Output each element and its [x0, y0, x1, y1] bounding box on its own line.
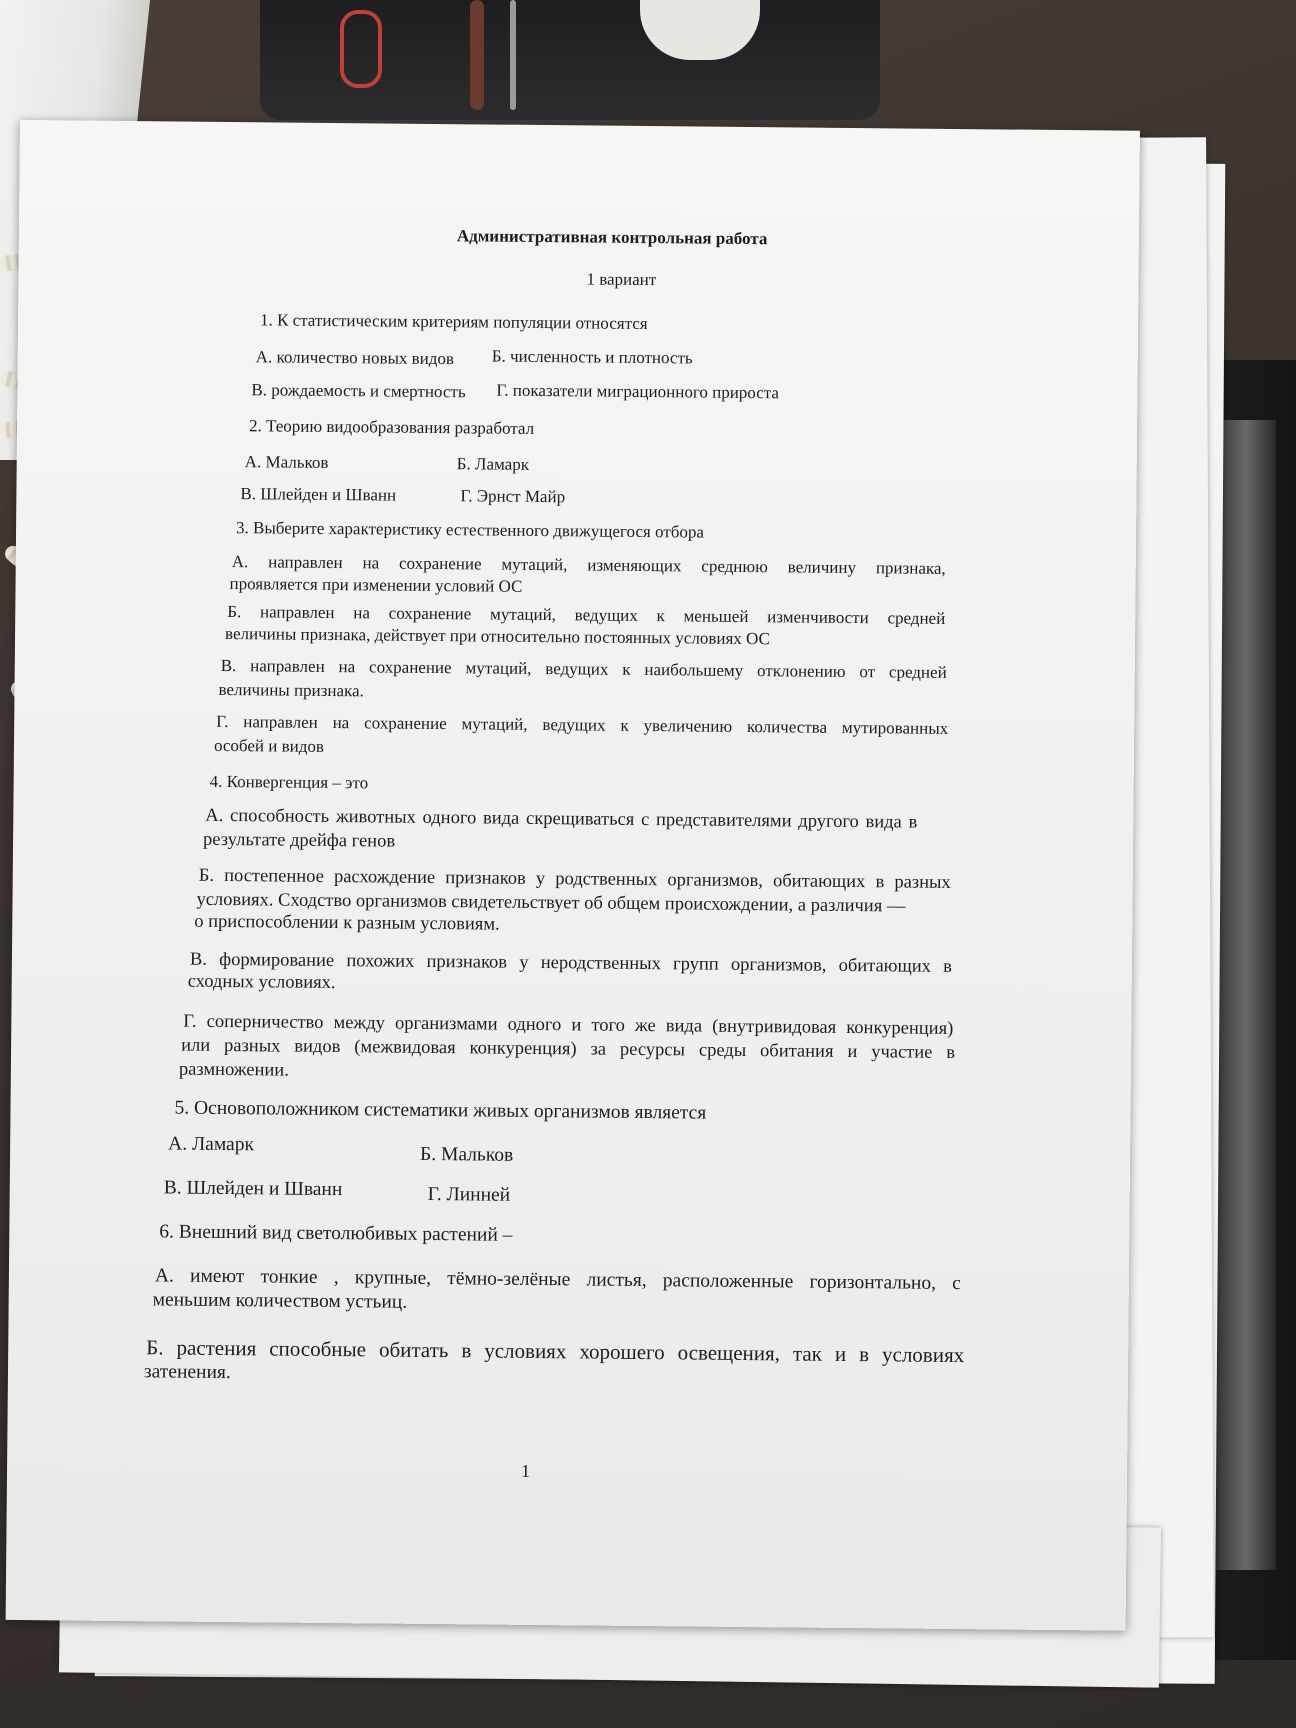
- option-text: А. имеют тонкие , крупные, тёмно-зелёные листья, расположенные горизонтально, с: [154, 1265, 961, 1295]
- option-text: особей и видов: [213, 735, 325, 756]
- option-text: В. направлен на сохранение мутаций, ведущих к наибольшему отклонению от средней: [220, 655, 947, 682]
- option-text: Г. соперничество между организмами одного и того же вида (внутривидовая конкуренция): [183, 1011, 954, 1040]
- option-text: Б. постепенное расхождение признаков у родственных организмов, обитающих в разных: [198, 865, 951, 893]
- option-text: В. Шлейден и Шванн: [163, 1177, 343, 1201]
- option-text: А. Мальков: [244, 452, 329, 472]
- option-text: величины признака, действует при относительно постоянных условиях ОС: [224, 623, 770, 649]
- question-1: 1. К статистическим критериям популяции относятся: [260, 310, 648, 334]
- option-text: В. формирование похожих признаков у неродственных групп организмов, обитающих в: [189, 949, 953, 977]
- option-text: Б. Мальков: [419, 1143, 514, 1166]
- option-text: Б. численность и плотность: [491, 346, 693, 368]
- test-sheet: [6, 120, 1140, 1631]
- page-number: 1: [520, 1460, 531, 1481]
- question-2: 2. Теорию видообразования разработал: [248, 416, 535, 438]
- option-text: меньшим количеством устьиц.: [152, 1289, 408, 1313]
- option-text: А. количество новых видов: [255, 347, 455, 369]
- question-6: 6. Внешний вид светолюбивых растений –: [159, 1221, 513, 1246]
- option-text: А. способность животных одного вида скрещиваться с представителями другого вида в: [205, 805, 918, 833]
- question-3: 3. Выберите характеристику естественного движущегося отбора: [236, 518, 705, 542]
- option-text: А. Ламарк: [168, 1133, 255, 1156]
- question-4: 4. Конвергенция – это: [209, 771, 369, 793]
- option-text: Б. растения способные обитать в условиях хорошего освещения, так и в условиях: [146, 1335, 965, 1368]
- option-text: или разных видов (межвидовая конкуренция) за ресурсы среды обитания и участие в: [181, 1035, 956, 1064]
- option-text: проявляется при изменении условий ОС: [229, 574, 523, 596]
- option-text: А. направлен на сохранение мутаций, изменяющих среднюю величину признака,: [231, 552, 946, 578]
- pencil: [510, 0, 516, 110]
- variant-label: 1 вариант: [586, 269, 657, 290]
- option-text: затенения.: [143, 1361, 231, 1384]
- option-text: В. рождаемость и смертность: [251, 380, 466, 402]
- question-5: 5. Основоположником систематики живых организмов является: [174, 1097, 707, 1124]
- pen: [470, 0, 484, 110]
- document-title: Административная контрольная работа: [456, 226, 768, 249]
- option-text: о приспособлении к разным условиям.: [194, 911, 500, 935]
- option-text: сходных условиях.: [187, 971, 336, 994]
- option-text: Г. Линней: [427, 1183, 511, 1206]
- option-text: Б. Ламарк: [456, 454, 530, 474]
- option-text: Г. показатели миграционного прироста: [496, 380, 780, 403]
- option-text: Б. направлен на сохранение мутаций, ведущих к меньшей изменчивости средней: [227, 602, 946, 628]
- paper-clip: [340, 10, 382, 88]
- option-text: размножении.: [178, 1059, 289, 1081]
- option-text: Г. Эрнст Майр: [460, 486, 566, 507]
- option-text: результате дрейфа генов: [203, 829, 396, 852]
- option-text: условиях. Сходство организмов свидетельствует об общем происхождении, а различия —: [196, 889, 906, 917]
- option-text: Г. направлен на сохранение мутаций, ведущих к увеличению количества мутированных: [216, 711, 949, 738]
- plastic-sleeve: [1216, 420, 1276, 1570]
- option-text: В. Шлейден и Шванн: [240, 484, 397, 505]
- option-text: величины признака.: [218, 679, 364, 701]
